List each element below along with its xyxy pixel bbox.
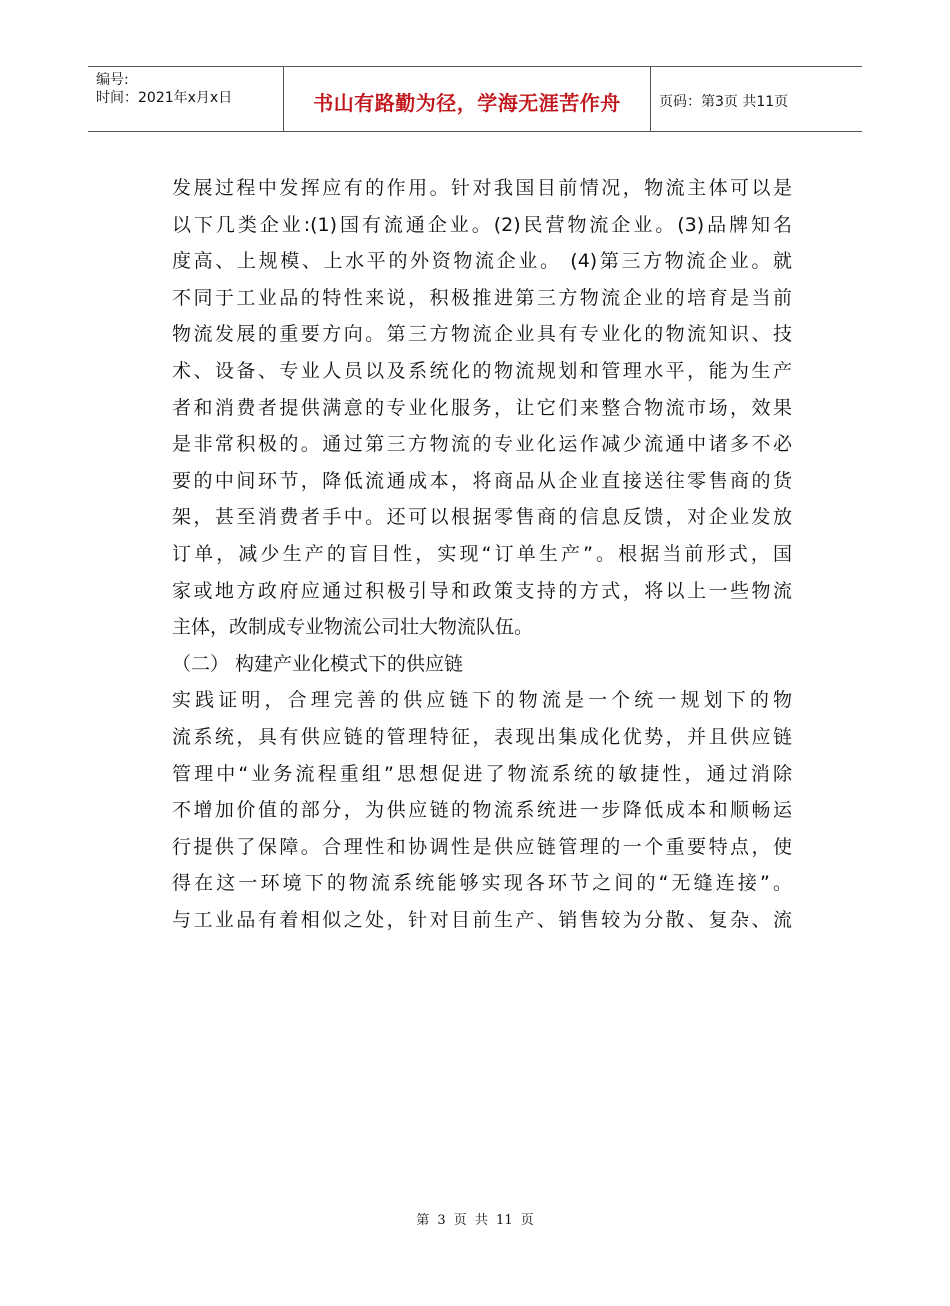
text-line: 得在这一环境下的物流系统能够实现各环节之间的“无缝连接”。 [172,872,792,895]
text-line: 术、设备、专业人员以及系统化的物流规划和管理水平，能为生产 [172,359,792,382]
text-line: 主体，改制成专业物流公司壮大物流队伍。 [172,616,534,639]
text-line: 架，甚至消费者手中。还可以根据零售商的信息反馈，对企业发放 [172,506,792,529]
header-motto: 书山有路勤为径，学海无涯苦作舟 [284,67,651,131]
document-number: 编号: [96,72,129,88]
document-date: 时间：2021年x月x日 [96,90,233,106]
text-line: 者和消费者提供满意的专业化服务，让它们来整合物流市场，效果 [172,396,792,419]
body-text [172,170,792,938]
text-line: 家或地方政府应通过积极引导和政策支持的方式，将以上一些物流 [172,579,792,602]
text-line: 度高、上规模、上水平的外资物流企业。 (4)第三方物流企业。就 [172,250,792,273]
text-line: 是非常积极的。通过第三方物流的专业化运作减少流通中诸多不必 [172,433,792,456]
header-page-number: 页码：第3页 共11页 [659,94,789,110]
page-header [88,66,862,132]
text-line: 行提供了保障。合理性和协调性是供应链管理的一个重要特点，使 [172,835,792,858]
text-line: 流系统，具有供应链的管理特征，表现出集成化优势，并且供应链 [172,725,792,748]
text-line: 物流发展的重要方向。第三方物流企业具有专业化的物流知识、技 [172,323,792,346]
text-line: 订单，减少生产的盲目性，实现“订单生产”。根据当前形式，国 [172,542,792,565]
section-heading: （二） 构建产业化模式下的供应链 [172,652,464,675]
text-line: 以下几类企业:(1)国有流通企业。(2)民营物流企业。(3)品牌知名 [172,213,792,236]
page-footer: 第 3 页 共 11 页 [416,1213,534,1228]
text-line: 管理中“业务流程重组”思想促进了物流系统的敏捷性，通过消除 [172,762,792,785]
text-line: 不增加价值的部分，为供应链的物流系统进一步降低成本和顺畅运 [172,799,792,822]
text-line: 与工业品有着相似之处，针对目前生产、销售较为分散、复杂、流 [172,908,792,931]
text-line: 实践证明，合理完善的供应链下的物流是一个统一规划下的物 [172,689,792,712]
text-line: 要的中间环节，降低流通成本，将商品从企业直接送往零售商的货 [172,469,792,492]
text-line: 发展过程中发挥应有的作用。针对我国目前情况，物流主体可以是 [172,177,792,199]
header-info [88,67,284,131]
text-line: 不同于工业品的特性来说，积极推进第三方物流企业的培育是当前 [172,286,792,309]
